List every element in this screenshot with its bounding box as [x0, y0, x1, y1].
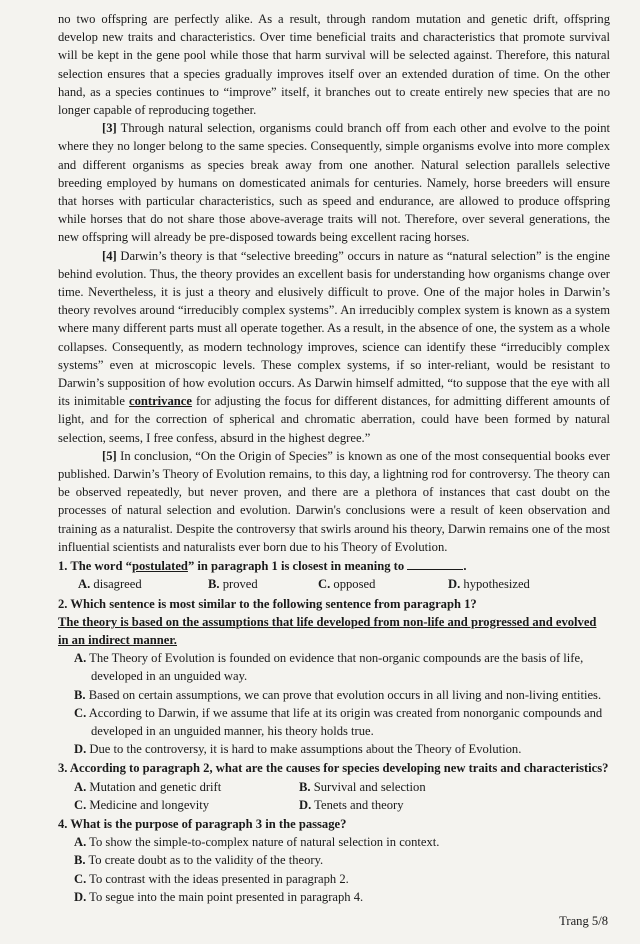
- paragraph-1-tail: no two offspring are perfectly alike. As a result, through random mutation and genetic drift, offspring develop new traits and characteristics. Over time beneficial traits and characteristics that promote survival will be kept in the gene pool while those that harm survival will be selected against. Therefore, this natural selection ensures that a species gradually improves itself over an extended duration of time. On the other hand, as a species continues to “improve” itself, it branches out to create entirely new species that are no longer capable of reproducing together.: [58, 12, 610, 118]
- q2-option-a-cont: developed in an unguided way.: [91, 669, 248, 684]
- q2-option-c-letter: C.: [74, 705, 87, 720]
- q3-option-c-text: Medicine and longevity: [86, 797, 210, 812]
- q2-option-c[interactable]: [58, 704, 610, 740]
- q3-option-a-letter: A.: [74, 779, 87, 794]
- q4-option-b-text: To create doubt as to the validity of the theory.: [85, 853, 324, 868]
- question-1-options: [58, 575, 610, 593]
- question-1-end: .: [463, 559, 467, 574]
- q2-option-a[interactable]: [58, 649, 610, 685]
- q2-option-b-letter: B.: [74, 687, 86, 702]
- paragraph-4-number: [4]: [102, 248, 117, 263]
- paragraph-3-number: [3]: [102, 121, 117, 136]
- keyword-contrivance: contrivance: [129, 394, 192, 409]
- q4-option-d[interactable]: [58, 888, 610, 906]
- q2-option-d-text: Due to the controversy, it is hard to make assumptions about the Theory of Evolution.: [86, 742, 522, 757]
- q4-option-b[interactable]: [58, 851, 610, 869]
- q1-option-c-text: opposed: [330, 577, 376, 592]
- question-3-stem: 3. According to paragraph 2, what are the causes for species developing new traits and characteristics?: [58, 761, 609, 776]
- question-3-options: [58, 778, 610, 814]
- keyword-postulated: postulated: [131, 559, 188, 574]
- q1-option-a-letter: A.: [78, 577, 91, 592]
- q1-option-b-letter: B.: [208, 577, 220, 592]
- q4-option-c[interactable]: [58, 870, 610, 888]
- question-4: [58, 815, 610, 906]
- q4-option-a-text: To show the simple-to-complex nature of natural selection in context.: [86, 835, 440, 850]
- q2-option-d-letter: D.: [74, 742, 87, 757]
- q4-option-a-letter: A.: [74, 835, 87, 850]
- paragraph-5: [58, 447, 610, 556]
- q2-option-b[interactable]: [58, 686, 610, 704]
- paragraph-5-number: [5]: [102, 448, 117, 463]
- q4-option-d-letter: D.: [74, 889, 87, 904]
- paragraph-4-text-a: Darwin’s theory is that “selective breeding” occurs in nature as “natural selection” is the engine behind evolution. Thus, the theory provides an excellent basis for understanding how organisms change over time. Nevertheless, it is just a theory and elusively difficult to prove. One of the major holes in Darwin’s theory revolves around “irreducibly complex systems”. An irreducibly complex system is known as a system where many different parts must all operate together. As a result, in the absence of one, the system as a whole collapses. Consequently, as modern technology improves, science can identify these “irreducibly complex systems” even at microscopic levels. These complex systems, if so inter-reliant, would be resistant to Darwin’s supposition of how evolution occurs. As Darwin himself admitted, “to suppose that the eye with all its inimitable: [58, 248, 610, 409]
- q1-option-d[interactable]: [448, 575, 610, 593]
- q3-option-b-text: Survival and selection: [310, 779, 426, 794]
- q2-option-a-letter: A.: [74, 651, 87, 666]
- q1-option-d-letter: D.: [448, 577, 461, 592]
- q2-option-d[interactable]: [58, 740, 610, 758]
- q4-option-c-text: To contrast with the ideas presented in paragraph 2.: [86, 871, 349, 886]
- q3-option-a-text: Mutation and genetic drift: [86, 779, 222, 794]
- paragraph-3-text: Through natural selection, organisms could branch off from each other and evolve to the point where they no longer belong to the same species. Consequently, simple organisms evolve into more complex and different organisms as species break away from one another. Natural selection parallels selective breeding employed by humans on domesticated animals for centuries. Namely, horse breeders will ensure that horses with particular characteristics, such as speed and endurance, are allowed to produce offspring while horses that do not share those above-average traits will not. Therefore, over several generations, the new offspring will already be pre-disposed towards being excellent racing horses.: [58, 121, 610, 245]
- q1-option-a[interactable]: [78, 575, 208, 593]
- question-1-pre: 1. The word “: [58, 559, 132, 574]
- q4-option-b-letter: B.: [74, 853, 86, 868]
- q3-option-c[interactable]: [74, 796, 299, 814]
- q4-option-a[interactable]: [58, 833, 610, 851]
- question-2-stem: 2. Which sentence is most similar to the following sentence from paragraph 1?: [58, 596, 477, 611]
- q3-option-b[interactable]: [299, 778, 610, 796]
- paragraph-3: [58, 119, 610, 246]
- q2-option-a-text: The Theory of Evolution is founded on evidence that non-organic compounds are the basis of life,: [86, 651, 584, 666]
- question-2: [58, 595, 610, 759]
- q3-option-d-text: Tenets and theory: [311, 797, 404, 812]
- q3-option-a[interactable]: [74, 778, 299, 796]
- q4-option-c-letter: C.: [74, 871, 87, 886]
- q1-option-c[interactable]: [318, 575, 448, 593]
- q1-option-c-letter: C.: [318, 577, 331, 592]
- q1-option-d-text: hypothesized: [460, 577, 530, 592]
- page-number: Trang 5/8: [559, 913, 608, 928]
- question-1: [58, 557, 610, 593]
- question-1-post: ” in paragraph 1 is closest in meaning to: [187, 559, 405, 574]
- q3-option-d[interactable]: [299, 796, 610, 814]
- paragraph-5-text: In conclusion, “On the Origin of Species” is known as one of the most consequential books ever published. Darwin’s Theory of Evolution remains, to this day, a lightning rod for controversy. The theory can be observed repeatedly, but never proven, and there are a plethora of instances that cast doubt on the processes of natural selection and evolution. Darwin's conclusions were a result of keen observation and training as a naturalist. Despite the controversy that swirls around his theory, Darwin remains one of the most influential scientists and naturalists ever born due to his Theory of Evolution.: [58, 448, 610, 554]
- paragraph-4-text-b: for adjusting the focus for different distances, for admitting different amounts of light, and for the correction of spherical and chromatic aberration, could have been formed by natural selection, seems, I free confess, absurd in the highest degree.”: [58, 394, 610, 445]
- question-1-stem: [58, 557, 610, 575]
- answer-blank: [407, 559, 463, 570]
- q4-option-d-text: To segue into the main point presented in paragraph 4.: [86, 889, 364, 904]
- q1-option-b-text: proved: [219, 577, 258, 592]
- q1-option-a-text: disagreed: [90, 577, 142, 592]
- question-3: [58, 759, 610, 814]
- q3-option-b-letter: B.: [299, 779, 311, 794]
- q2-option-c-cont: developed in an unguided manner, his theory holds true.: [91, 723, 374, 738]
- q2-option-b-text: Based on certain assumptions, we can prove that evolution occurs in all living and non-living entities.: [85, 687, 602, 702]
- q2-option-c-text: According to Darwin, if we assume that life at its origin was created from nonorganic compounds and: [86, 705, 603, 720]
- q3-option-d-letter: D.: [299, 797, 312, 812]
- paragraph-4: [58, 247, 610, 447]
- q1-option-b[interactable]: [208, 575, 318, 593]
- question-4-stem: 4. What is the purpose of paragraph 3 in the passage?: [58, 816, 347, 831]
- question-2-target-sentence: The theory is based on the assumptions that life developed from non-life and progressed and evolved in an indirect manner.: [58, 614, 597, 647]
- q3-option-c-letter: C.: [74, 797, 87, 812]
